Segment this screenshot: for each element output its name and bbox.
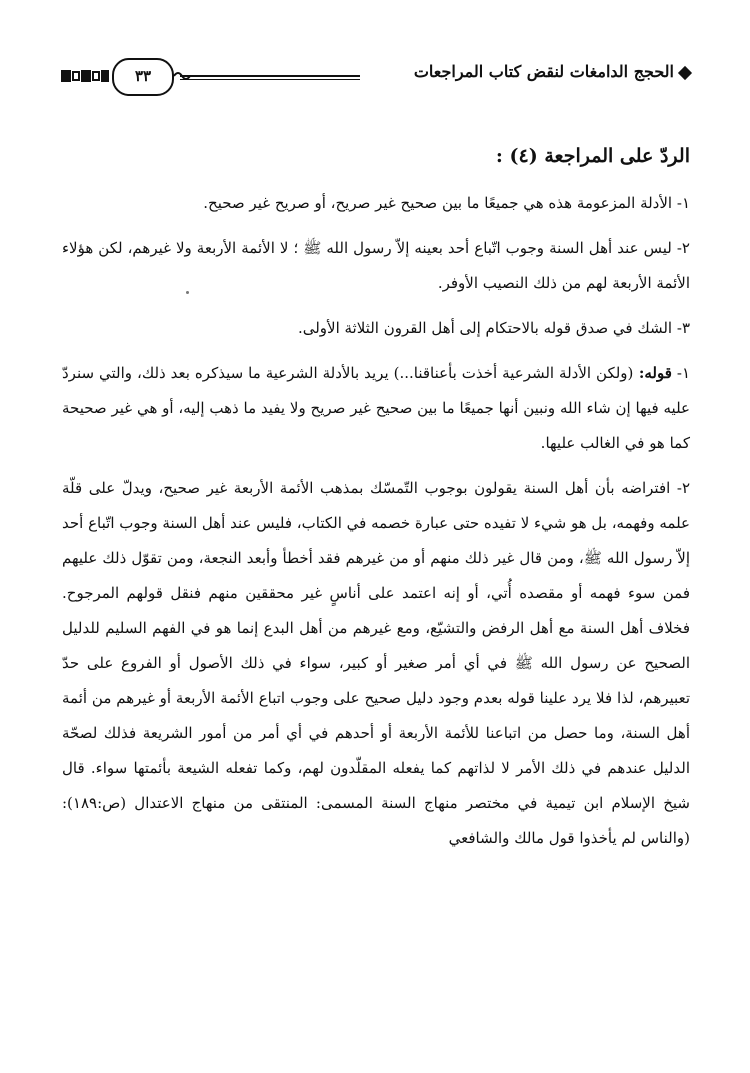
page-body — [62, 140, 690, 866]
point-number: ٢- — [671, 239, 690, 257]
running-header — [60, 58, 690, 94]
point-text: ليس عند أهل السنة وجوب اتّباع أحد بعينه إلاّ رسول الله ﷺ ؛ لا الأئمة الأربعة ولا غيرهم، لكن هؤلاء الأئمة الأربعة لهم من ذلك النصيب الأوفر. — [62, 239, 690, 292]
point-number: ١- — [672, 194, 690, 212]
header-rule-thin — [180, 79, 360, 80]
detail-text: (ولكن الأدلة الشرعية أخذت بأعناقنا...) يريد بالأدلة الشرعية ما سيذكره بعد ذلك، والتي سنردّ عليه فيها إن شاء الله ونبين أنها جميعًا ما بين صحيح غير صريح ولا يفيد ما ذهب إليه، أو هي غير صحيحة كما هو في الغالب عليها. — [62, 364, 691, 452]
section-heading: الردّ على المراجعة (٤) : — [495, 145, 690, 167]
page-number-badge: ٣٣ — [112, 58, 174, 96]
point-text: الشك في صدق قوله بالاحتكام إلى أهل القرون الثلاثة الأولى. — [297, 319, 673, 337]
header-rule — [180, 75, 360, 77]
title-bullet-icon — [678, 65, 692, 79]
point-text: الأدلة المزعومة هذه هي جميعًا ما بين صحيح غير صريح، أو صريح غير صحيح. — [203, 194, 673, 212]
header-ornament-icon — [60, 67, 110, 85]
running-title-text: الحجج الدامغات لنقض كتاب المراجعات — [413, 62, 674, 81]
detail-text: افتراضه بأن أهل السنة يقولون بوجوب التّمسّك بمذهب الأئمة الأربعة غير صحيح، ويدلّ على قلّة علمه وفهمه، بل هو شيء لا تفيده حتى عبارة خصمه في الكتاب، فليس عند أهل السنة وجوب اتّباع أحد إلاّ رسول الله ﷺ، ومن قال غير ذلك منهم أو من غيرهم فقد أخطأ وأبعد النجعة، ومن تقوّل ذلك عليهم فمن سوء فهمه أو مقصده أُتي، أو إنه اعتمد على أناسٍ غير محققين منهم فنقل قولهم المرجوح. فخلاف أهل السنة مع أهل الرفض والتشيّع، ومع غيرهم من أهل البدع إنما هو في الفهم السليم للدليل الصحيح عن رسول الله ﷺ في أي أمر صغير أو كبير، سواء في ذلك الأصول أو الفروع على حدّ تعبيرهم، لذا فلا يرد علينا قوله بعدم وجود دليل صحيح على وجوب اتباع الأئمة الأربعة أو غيرهم من أئمة أهل السنة، وما حصل من اتباعنا للأئمة الأربعة أو أحدهم في أي أمر من أمور الشريعة فذلك لصحّة الدليل عندهم في ذلك الأمر لا لذاتهم كما يفعله المقلّدون لهم، وكما تفعله الشيعة بأئمتها سواء. قال شيخ الإسلام ابن تيمية في مختصر منهاج السنة المسمى: المنتقى من منهاج الاعتدال (ص:١٨٩): (والناس لم يأخذوا قول مالك والشافعي — [62, 479, 691, 847]
detail-number: ١- — [671, 364, 690, 382]
detail-paragraph — [62, 356, 690, 461]
detail-number: ٢- — [670, 479, 690, 497]
point-item — [62, 231, 690, 301]
point-item — [62, 186, 690, 221]
running-title — [414, 62, 690, 81]
point-number: ٣- — [672, 319, 690, 337]
point-item — [62, 311, 690, 346]
detail-label: قوله: — [633, 364, 672, 382]
detail-paragraph — [62, 471, 690, 856]
